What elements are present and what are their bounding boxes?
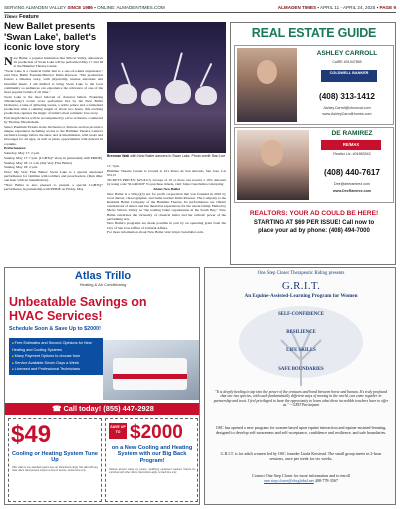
agent-photo xyxy=(237,130,309,200)
drop-cap: N xyxy=(4,54,13,68)
masthead-divider-2: ▪ xyxy=(317,4,319,10)
ballet-photo xyxy=(107,22,226,153)
agent-website[interactable]: www.DeeRamirez.com xyxy=(332,189,372,193)
atlas-headline: Unbeatable Savings on HVAC Services! xyxy=(9,295,147,323)
agent-name: DE RAMIREZ xyxy=(331,130,373,137)
dancer-figure xyxy=(141,88,161,106)
phone-icon: ☎ xyxy=(52,404,64,413)
grit-presenter: One Step Closer Therapeutic Riding presents xyxy=(257,271,345,276)
section-prefix: Times xyxy=(4,14,18,20)
grit-description: OSC has opened a new program for women based upon equine interaction and equine-assisted-learning, designed to develop self-awareness and self-acceptance, confidence and resilience, and safe boundaries. xyxy=(215,425,387,435)
dancer-figure xyxy=(115,84,137,104)
grit-details: G.R.I.T. is for adult women led by OSC founder Linda Kerstead. The small group meets in 2-hour sessions, once per week for six weeks. xyxy=(220,451,382,461)
article-paragraph: Select Premium Tickets in the Orchestra or Parterre section provide a unique experience including access to the Hammer Theatre Center's exclusive lounge before the show and at intermission, with treats and beverages for all ages, as well as photo opportunities with dancers in costume. xyxy=(4,124,103,146)
article-paragraph: Swan Lake is the most beloved of classical ballets. Featuring Tchaikovsky's iconic score performed live by the New Ballet Orchestra, a lake of glittering swans, a noble prince and a tormented production with a running length of about two hours, this exciting production captures the magic of ballet's most romantic love story. xyxy=(4,94,103,116)
atlas-call-text: Call today! (855) 447-2928 xyxy=(63,404,154,413)
atlas-call-banner[interactable] xyxy=(5,403,200,415)
masthead-serving: SERVING ALMADEN VALLEY xyxy=(4,4,67,10)
grit-contact-text: Contact One Step Closer for more information and to enroll xyxy=(252,473,350,478)
article-paragraph: Full length shows will be accompanied by a live orchestra, conducted by Thomas Shoebotham. xyxy=(4,115,103,125)
article-paragraph: New Ballet is a 501(c)(3) not for profit corporation that was founded in 2016 by local dancer, choreographer, and ballet teacher Dalia Rawson. The Company is the Resident Ballet Company of the Hammer Theatre. Its performances are vibrant celebrations of dance and has theatrical experiences for the whole family. Hailed by Metro Silicon Valley as "the leading ballet organization in the South Bay," New Ballet celebrates the virtuosity of classical ballet and the catholic power of the performing arts. xyxy=(107,191,226,221)
masthead-left xyxy=(4,5,165,10)
article-column-1 xyxy=(4,56,103,192)
performance-item: Saturday, May 17: 2 p.m. xyxy=(4,151,40,155)
promo-line: REALTORS: YOUR AD COULD BE HERE! xyxy=(249,210,379,217)
coupon-new-system[interactable] xyxy=(105,418,198,502)
list-item: ■ Licensed and Professional Technicians xyxy=(12,366,100,373)
article-paragraph xyxy=(4,56,103,68)
performance-item: Sunday, May 18: 11 a.m. (My Very First Ballet) xyxy=(4,160,72,165)
article xyxy=(4,22,226,265)
agent-name: ASHLEY CARROLL xyxy=(316,50,378,57)
article-paragraph: Note: My Very First Ballet: Swan Lake is a special shortened performance for families with toddlers and preschoolers. (Run time: one hour with no intermission). xyxy=(4,170,103,183)
atlas-benefits-list xyxy=(9,338,103,375)
article-paragraph: New Ballet's programs are made possible in part by an operating grant from the City of San Jose Office of Cultural Affairs. xyxy=(107,221,226,230)
coupon-price: $2000 xyxy=(130,422,183,443)
agent-card-ashley xyxy=(234,45,394,125)
section-label xyxy=(4,14,39,20)
list-item: ■ Service Available Seven Days a Week xyxy=(12,360,100,367)
coupon-title: on a New Cooling and Heating System with our Big Back Program! xyxy=(111,445,193,464)
atlas-tagline: Heating & Air Conditioning xyxy=(79,282,127,287)
article-column-2 xyxy=(107,164,226,235)
save-up-badge: SAVE UP TO xyxy=(109,423,127,439)
agent-photo xyxy=(237,48,297,122)
grit-contact-line xyxy=(213,479,389,484)
dancer-figure xyxy=(165,80,191,104)
article-paragraph: "Swan Lake is a classical ballet that is a one-of-a-kind experience," said New Ballet Founder/Director Dalia Rawson. "The production fosters a timeless story, with physicality, intense emotions and beautiful music. I am thrilled to bring Swan Lake to the local community so audiences can experience the relevance of one of the most popular ballets of all time." xyxy=(4,69,103,94)
promo-phone[interactable]: place your ad by phone: (408) 494-7000 xyxy=(258,227,370,234)
performances-heading: Performances: xyxy=(4,146,27,151)
dancer-arm xyxy=(173,52,183,81)
agent-license: Realtor Lic. #01863943 xyxy=(333,152,371,156)
caption-text: with New Ballet dancers in Swan Lake. Photo credit: Bari Lee xyxy=(130,154,226,158)
caption-name: Brennan Wall xyxy=(107,154,130,158)
masthead-paper: ALMADEN TIMES xyxy=(277,4,317,10)
grit-ad xyxy=(204,267,396,505)
agent-email[interactable]: Ashley.Carroll@cbnorcal.com xyxy=(323,106,371,110)
dancer-figure xyxy=(195,86,217,105)
coldwell-banker-logo: COLDWELL BANKER xyxy=(321,70,377,82)
masthead-date: APRIL 11 - APRIL 24, 2025 xyxy=(320,4,376,10)
masthead-right xyxy=(278,5,396,10)
section-name: Feature xyxy=(19,14,39,20)
dancer-arm xyxy=(121,62,131,85)
agent-card-de xyxy=(234,127,394,203)
performance-item: Sunday, May 17: 7 p.m. (LGBTQ+ show in partnership with PRIDE) xyxy=(4,155,103,160)
photo-caption xyxy=(107,154,226,158)
agent-email[interactable]: Dee@deeramirez.com xyxy=(333,182,370,186)
agent-website[interactable]: www.AshleyCarrollHomes.com xyxy=(322,112,372,116)
performance-item: Sunday, May 18: 2 p.m. xyxy=(4,165,38,170)
real-estate-title: REAL ESTATE GUIDE xyxy=(251,26,377,40)
real-estate-guide xyxy=(230,22,396,265)
grit-item: RESILIENCE xyxy=(286,330,316,335)
masthead-online[interactable]: ONLINE: ALMADENTIMES.COM xyxy=(97,4,165,10)
article-text: ew Ballet, a popular institution that Silicon Valley, announces its production of Swan Lake will be performed May 17 and 18 at the Hammer Theatre Center. xyxy=(13,56,103,69)
coupon-tune-up[interactable] xyxy=(8,418,102,502)
grit-testimonial: "It is deeply healing to tap into the power of the centaurs and bond between horse and human. It's truly profound that our two species, with such fundamentally different ways of moving in the world, can come together in partnership and trust. I feel privileged to have the opportunity to learn what these incredible teachers have to offer us." ~ GRIT Participant xyxy=(213,390,389,408)
grit-phone[interactable]: 408-778-3567 xyxy=(314,477,339,483)
article-paragraph: 17, 7pm. xyxy=(107,164,120,168)
grit-subtitle: An Equine-Assisted-Learning Program for Women xyxy=(244,293,358,299)
list-item: ■ Many Payment Options to choose from xyxy=(12,353,100,360)
article-paragraph: *New Ballet is also pleased to present a special LGBTQ+ performance in partnership with PRIDE on Friday, May xyxy=(4,183,103,192)
grit-item: LIFE SKILLS xyxy=(286,348,316,353)
grit-contact xyxy=(213,474,389,484)
masthead-divider-3: ▪ xyxy=(376,4,379,10)
van-stripe xyxy=(113,374,187,379)
agent-face xyxy=(257,60,277,84)
atlas-brand: Atlas Trillo xyxy=(74,270,132,282)
grit-title: G.R.I.T. xyxy=(281,280,321,292)
promo-line: STARTING AT $69 PER ISSUE! Call now to xyxy=(253,219,375,226)
grit-email-link[interactable]: one.step.closer@sbcglobal.net xyxy=(263,477,314,483)
article-paragraph: TICKETS PRICES: $25-$113, Groups of 10 or more can receive a 10% discount by using code 'SLGROUP' To purchase tickets, visit: https://newballet.com/spring xyxy=(107,177,226,186)
atlas-logo xyxy=(5,270,200,287)
agent-license: CalRE #01947565 xyxy=(332,60,362,64)
remax-logo: RE/MAX xyxy=(321,140,381,150)
masthead-divider: ▪ xyxy=(94,4,96,10)
dancer-arm xyxy=(200,63,213,87)
coupon-price: $49 xyxy=(11,421,52,448)
atlas-schedule: Schedule Soon & Save Up to $2000! xyxy=(9,326,101,332)
article-paragraph: For more information about New Ballet visit: https://newballet.com. xyxy=(107,230,204,235)
coupon-fine-print: Offer valid on one standard system tune up. Restrictions apply. Not valid with any other offers. Must present coupon at time of service. Limited time only. xyxy=(12,466,98,472)
agent-phone[interactable]: (408) 313-1412 xyxy=(319,92,375,101)
coupon-fine-print: Savings amount varies by system. Qualifying equipment required. Cannot be combined with other offers. Restrictions apply. Limited time only. xyxy=(109,468,195,474)
masthead-page: PAGE 9 xyxy=(379,4,396,10)
grit-item: SELF-CONFIDENCE xyxy=(278,312,324,317)
article-headline: New Ballet presents 'Swan Lake', ballet's iconic love story xyxy=(4,22,97,54)
agent-face xyxy=(261,140,283,166)
masthead-since: SINCE 1986 xyxy=(67,4,93,10)
masthead xyxy=(4,3,396,13)
agent-phone[interactable]: (408) 440-7617 xyxy=(324,168,380,177)
coupon-title: Cooling or Heating System Tune Up xyxy=(12,451,98,464)
article-paragraph: Hammer Theatre Center is located at 101 Paseo de San Antonio, San Jose, CA 95113 xyxy=(107,168,226,177)
grit-item: SAFE BOUNDARIES xyxy=(278,367,324,372)
atlas-trillo-ad xyxy=(4,267,200,505)
service-van-image xyxy=(103,340,199,400)
list-item: ■ Free Estimates and Second Opinions for New Heating and Cooling Systems xyxy=(12,340,100,353)
about-heading: About New Ballet xyxy=(153,186,180,191)
realtor-promo xyxy=(234,207,394,263)
